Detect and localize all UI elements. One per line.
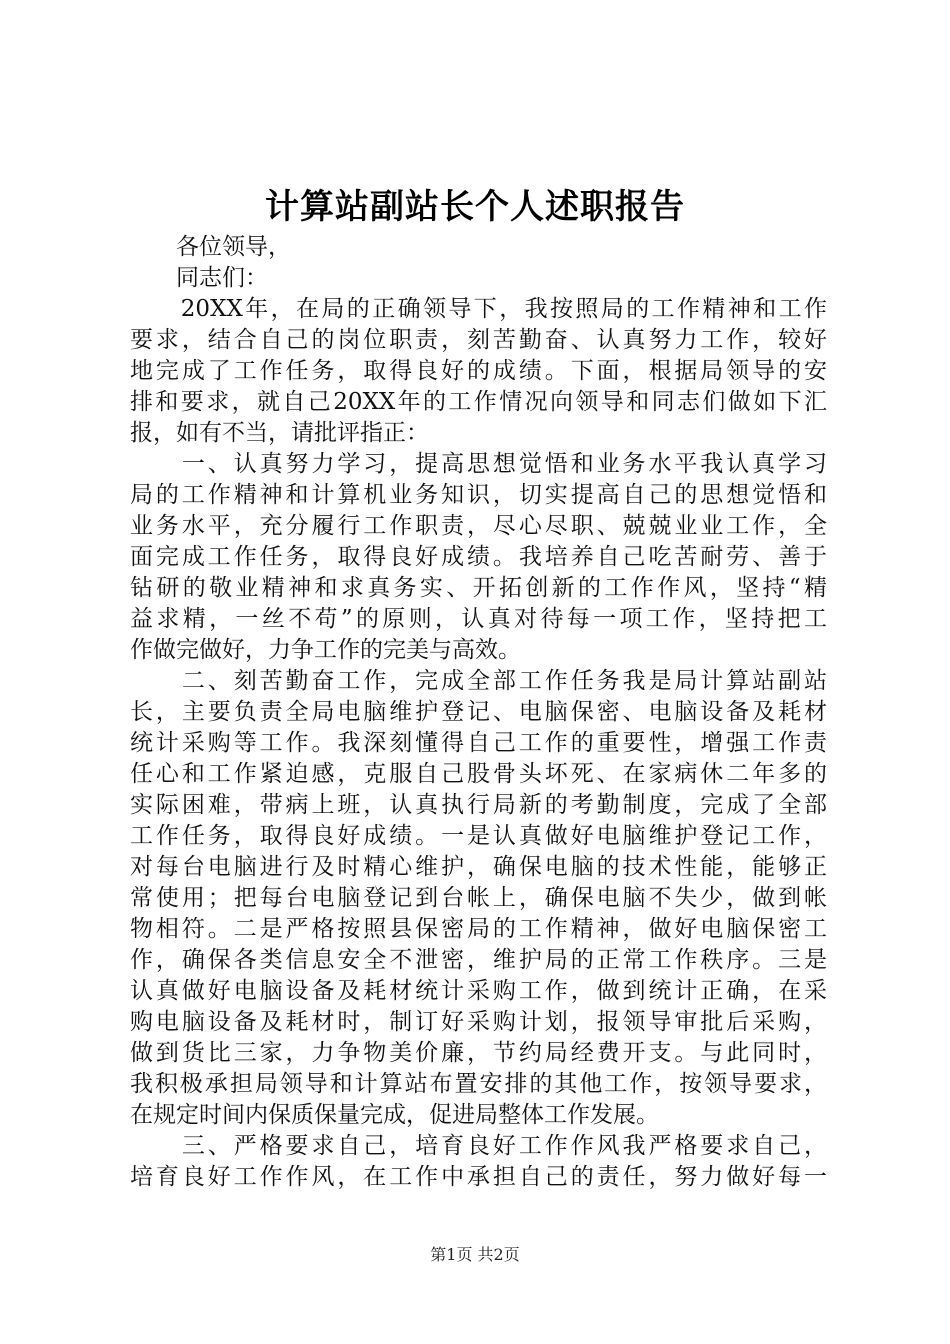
- document-body: [130, 232, 827, 1193]
- text-line: 作做完做好，力争工作的完美与高效。: [130, 637, 521, 663]
- text-line: 20XX年，在局的正确领导下，我按照局的工作精神和工作: [130, 296, 827, 322]
- text-line: 报，如有不当，请批评指正：: [130, 420, 429, 446]
- text-line: 局的工作精神和计算机业务知识，切实提高自己的思想觉悟和: [130, 482, 827, 508]
- text-line: 业务水平，充分履行工作职责，尽心尽职、兢兢业业工作，全: [130, 513, 827, 539]
- text-line: 要求，结合自己的岗位职责，刻苦勤奋、认真努力工作，较好: [130, 327, 827, 353]
- document-title: 计算站副站长个人述职报告: [265, 187, 685, 227]
- text-line: 工作任务，取得良好成绩。一是认真做好电脑维护登记工作，: [130, 823, 827, 849]
- text-line: 认真做好电脑设备及耗材统计采购工作，做到统计正确，在采: [130, 978, 827, 1004]
- text-line: 地完成了工作任务，取得良好的成绩。下面，根据局领导的安: [130, 358, 827, 384]
- text-line: 益求精，一丝不苟”的原则，认真对待每一项工作，坚持把工: [130, 606, 827, 632]
- text-line: 培育良好工作作风，在工作中承担自己的责任，努力做好每一: [130, 1164, 827, 1190]
- text-line: 各位领导，: [130, 234, 291, 260]
- text-line: 实际困难，带病上班，认真执行局新的考勤制度，完成了全部: [130, 792, 827, 818]
- text-line: 购电脑设备及耗材时，制订好采购计划，报领导审批后采购，: [130, 1009, 827, 1035]
- text-line: 三、严格要求自己，培育良好工作作风我严格要求自己，: [130, 1133, 827, 1159]
- text-line: 排和要求，就自己20XX年的工作情况向领导和同志们做如下汇: [130, 389, 827, 415]
- text-line: 一、认真努力学习，提高思想觉悟和业务水平我认真学习: [130, 451, 827, 477]
- text-line: 作，确保各类信息安全不泄密，维护局的正常工作秩序。三是: [130, 947, 827, 973]
- page-footer: 第1页 共2页: [430, 1245, 520, 1264]
- text-line: 做到货比三家，力争物美价廉，节约局经费开支。与此同时，: [130, 1040, 827, 1066]
- text-line: 统计采购等工作。我深刻懂得自己工作的重要性，增强工作责: [130, 730, 827, 756]
- text-line: 我积极承担局领导和计算站布置安排的其他工作，按领导要求，: [130, 1071, 827, 1097]
- text-line: 常使用；把每台电脑登记到台帐上，确保电脑不失少，做到帐: [130, 885, 827, 911]
- text-line: 二、刻苦勤奋工作，完成全部工作任务我是局计算站副站: [130, 668, 827, 694]
- text-line: 同志们：: [130, 265, 268, 291]
- text-line: 任心和工作紧迫感，克服自己股骨头坏死、在家病休二年多的: [130, 761, 827, 787]
- text-line: 钻研的敬业精神和求真务实、开拓创新的工作作风，坚持“精: [130, 575, 827, 601]
- text-line: 长，主要负责全局电脑维护登记、电脑保密、电脑设备及耗材: [130, 699, 827, 725]
- text-line: 对每台电脑进行及时精心维护，确保电脑的技术性能，能够正: [130, 854, 827, 880]
- text-line: 物相符。二是严格按照县保密局的工作精神，做好电脑保密工: [130, 916, 827, 942]
- text-line: 面完成工作任务，取得良好成绩。我培养自己吃苦耐劳、善于: [130, 544, 827, 570]
- text-line: 在规定时间内保质保量完成，促进局整体工作发展。: [130, 1102, 659, 1128]
